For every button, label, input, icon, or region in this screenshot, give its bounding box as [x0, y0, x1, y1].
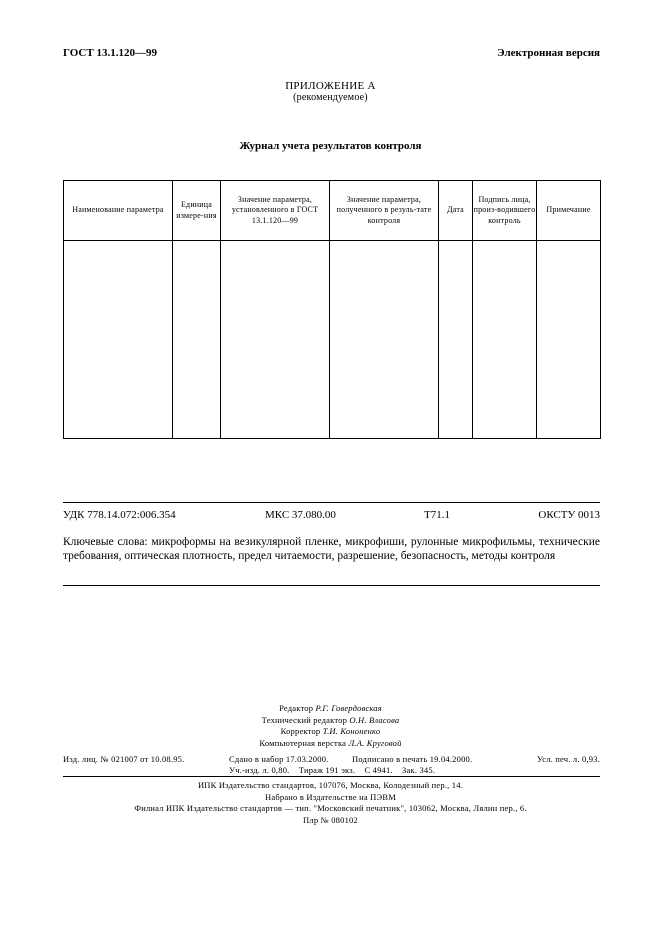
- table-header-row: [64, 181, 601, 241]
- appendix-subtitle: (рекомендуемое): [293, 92, 368, 103]
- standard-number: ГОСТ 13.1.120—99: [63, 47, 157, 59]
- typeset-date: Сдано в набор 17.03.2000.: [229, 754, 329, 764]
- corrector-line: [0, 726, 661, 738]
- corrector-label: Корректор: [280, 726, 321, 736]
- column-header: Наименование параметра: [64, 181, 173, 241]
- table-cell: [173, 241, 221, 439]
- layout-name: Л.А. Круговой: [348, 737, 402, 748]
- table-row: [64, 241, 601, 439]
- tech-editor-line: [0, 715, 661, 727]
- okstu-code: ОКСТУ 0013: [538, 509, 600, 521]
- column-header: Значение параметра, установленного в ГОСТ 13.1.120—99: [221, 181, 330, 241]
- print-sheets: Усл. печ. л. 0,93.: [537, 754, 600, 764]
- column-header: Подпись лица, произ-водившего контроль: [473, 181, 537, 241]
- divider: [63, 585, 600, 586]
- tech-editor-name: О.Н. Власова: [349, 714, 400, 725]
- keywords-text: Ключевые слова: микроформы на везикулярной пленке, микрофиши, рулонные микрофильмы, технические требования, оптическая плотность, предел читаемости, разрешение, безопасность, методы контроля: [63, 536, 600, 562]
- table-cell: [64, 241, 173, 439]
- journal-title: Журнал учета результатов контроля: [239, 140, 422, 152]
- column-header: Значение параметра, полученного в резуль-тате контроля: [330, 181, 439, 241]
- divider: [63, 502, 600, 503]
- publisher-block: [0, 780, 661, 826]
- edition-label: Электронная версия: [497, 47, 600, 59]
- editor-name: Р.Г. Говердовская: [315, 703, 382, 713]
- editor-line: [0, 703, 661, 715]
- publisher-line: Набрано в Издательстве на ПЭВМ: [265, 791, 396, 802]
- table-cell: [439, 241, 473, 439]
- table-cell: [330, 241, 439, 439]
- column-header: Единица измере-ния: [173, 181, 221, 241]
- column-header: Примечание: [537, 181, 601, 241]
- column-header: Дата: [439, 181, 473, 241]
- tech-editor-label: Технический редактор: [261, 714, 348, 725]
- credits-block: [0, 703, 661, 749]
- divider: [63, 776, 600, 777]
- editor-label: Редактор: [279, 703, 314, 713]
- table-cell: [537, 241, 601, 439]
- layout-line: [0, 738, 661, 750]
- udk-code: УДК 778.14.072:006.354: [63, 509, 176, 521]
- mks-code: МКС 37.080.00: [265, 509, 336, 521]
- publisher-line: Плр № 080102: [303, 814, 358, 825]
- print-run-info: Уч.-изд. л. 0,80. Тираж 191 экз. С 4941. Зак. 345.: [229, 765, 436, 775]
- appendix-title: ПРИЛОЖЕНИЕ А: [285, 80, 376, 92]
- table-cell: [473, 241, 537, 439]
- publisher-line: Филиал ИПК Издательство стандартов — тип. "Московский печатник", 103062, Москва, Лялин пер., 6.: [134, 803, 527, 813]
- publisher-line: ИПК Издательство стандартов, 107076, Москва, Колодезный пер., 14.: [197, 780, 464, 790]
- corrector-name: Т.И. Кононенко: [322, 726, 381, 736]
- signed-date: Подписано в печать 19.04.2000.: [352, 754, 473, 764]
- group-code: Т71.1: [424, 509, 450, 521]
- table-cell: [221, 241, 330, 439]
- layout-label: Компьютерная верстка: [259, 737, 347, 748]
- journal-table: [63, 180, 601, 439]
- license-info: Изд. лиц. № 021007 от 10.08.95.: [63, 754, 185, 764]
